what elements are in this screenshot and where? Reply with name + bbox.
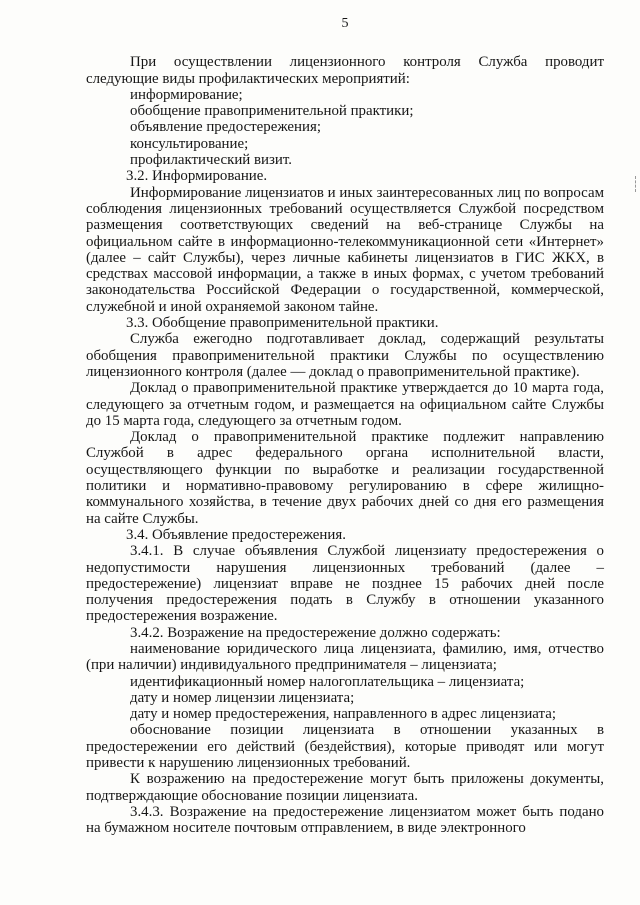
list-item: обобщение правоприменительной практики; (130, 103, 414, 120)
paragraph: К возражению на предостережение могут быть приложены документы, подтверждающие обоснование позиции лицензиата. (86, 771, 604, 804)
paragraph: Доклад о правоприменительной практике подлежит направлению Службой в адрес федерального органа исполнительной власти, осуществляющего функции по выработке и реализации государственной политики и нормативно-правовому регулированию в сфере жилищно-коммунального хозяйства, в течение двух рабочих дней со дня его размещения на сайте Службы. (86, 429, 604, 527)
list-item: профилактический визит. (130, 152, 292, 169)
paragraph: дату и номер предостережения, направленного в адрес лицензиата; (130, 706, 556, 723)
document-body (86, 54, 604, 836)
paragraph: обоснование позиции лицензиата в отношении указанных в предостережении его действий (бездействия), которые приводят или могут привести к нарушению лицензионных требований. (86, 722, 604, 772)
paragraph: 3.4.3. Возражение на предостережение лицензиатом может быть подано на бумажном носителе почтовым отправлением, в виде электронного (86, 803, 604, 837)
paragraph: Служба ежегодно подготавливает доклад, содержащий результаты обобщения правоприменительной практики Службы по осуществлению лицензионного контроля (далее — доклад о правоприменительной практике). (86, 331, 604, 380)
section-heading: 3.4. Объявление предостережения. (126, 526, 346, 543)
section-heading: 3.2. Информирование. (126, 168, 268, 185)
paragraph: идентификационный номер налогоплательщика – лицензиата; (130, 673, 525, 690)
paragraph: Информирование лицензиатов и иных заинтересованных лиц по вопросам соблюдения лицензионных требований осуществляется Службой посредством размещения соответствующих сведений на веб-странице Службы на официальном сайте в информационно-телекоммуникационной сети «Интернет» (далее – сайт Службы), через личные кабинеты лицензиатов в ГИС ЖКХ, в средствах массовой информации, а также в иных формах, с учетом требований законодательства Российской Федерации о государственной, коммерческой, служебной и иной охраняемой законом тайне. (86, 184, 604, 315)
paragraph: При осуществлении лицензионного контроля Служба проводит следующие виды профилактических мероприятий: (86, 54, 604, 87)
scan-edge-mark (633, 176, 636, 192)
paragraph: 3.4.1. В случае объявления Службой лицензиату предостережения о недопустимости нарушения лицензионных требований (далее – предостережение) лицензиат вправе не позднее 15 рабочих дней после получения предостережения подать в Службу в отношении указанного предостережения возражение. (86, 543, 604, 625)
paragraph: наименование юридического лица лицензиата, фамилию, имя, отчество (при наличии) индивидуального предпринимателя – лицензиата; (86, 640, 604, 674)
list-item: информирование; (130, 86, 243, 103)
paragraph: дату и номер лицензии лицензиата; (130, 689, 355, 706)
section-heading: 3.3. Обобщение правоприменительной практики. (126, 315, 439, 332)
paragraph: Доклад о правоприменительной практике утверждается до 10 марта года, следующего за отчетным годом, и размещается на официальном сайте Службы до 15 марта года, следующего за отчетным годом. (86, 380, 604, 429)
list-item: объявление предостережения; (130, 119, 321, 136)
paragraph: 3.4.2. Возражение на предостережение должно содержать: (130, 624, 501, 641)
list-item: консультирование; (130, 135, 249, 152)
page-number: 5 (341, 16, 349, 31)
